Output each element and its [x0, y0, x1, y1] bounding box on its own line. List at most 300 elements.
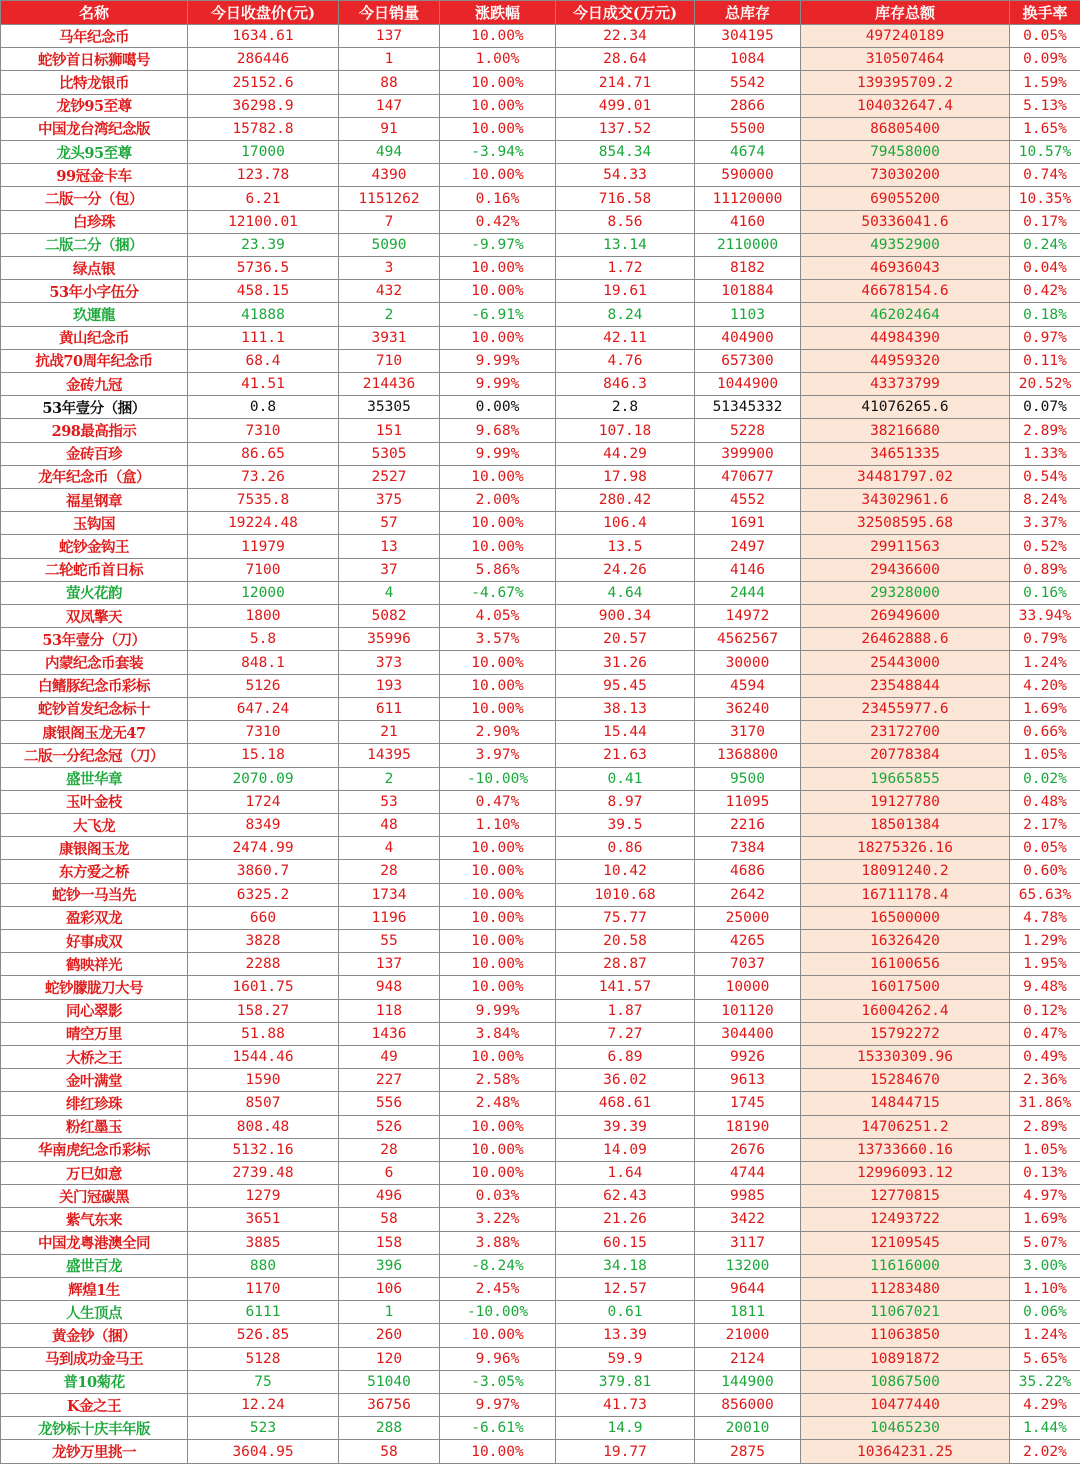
row-change: 9.99%	[440, 442, 556, 465]
row-turnover-rate: 0.05%	[1010, 837, 1080, 860]
row-stock-value: 46936043	[801, 257, 1010, 280]
row-turnover-rate: 3.00%	[1010, 1254, 1080, 1277]
row-total-stock: 1691	[695, 512, 801, 535]
row-stock-value: 16500000	[801, 906, 1010, 929]
table-row	[1, 837, 1080, 860]
row-volume: 137	[339, 953, 440, 976]
row-stock-value: 19127780	[801, 790, 1010, 813]
row-turnover-amount: 34.18	[556, 1254, 695, 1277]
row-close-price: 7535.8	[188, 489, 339, 512]
row-name: 辉煌1生	[1, 1277, 188, 1300]
row-close-price: 3604.95	[188, 1440, 339, 1464]
row-stock-value: 12996093.12	[801, 1161, 1010, 1184]
header-name: 名称	[1, 1, 188, 25]
row-volume: 28	[339, 860, 440, 883]
row-change: 9.99%	[440, 373, 556, 396]
row-total-stock: 7037	[695, 953, 801, 976]
row-turnover-amount: 12.57	[556, 1277, 695, 1300]
row-total-stock: 5228	[695, 419, 801, 442]
header-turnover-amount: 今日成交(万元)	[556, 1, 695, 25]
row-stock-value: 43373799	[801, 373, 1010, 396]
row-name: 晴空万里	[1, 1022, 188, 1045]
row-turnover-rate: 1.59%	[1010, 71, 1080, 94]
row-turnover-amount: 15.44	[556, 721, 695, 744]
header-total-stock: 总库存	[695, 1, 801, 25]
row-stock-value: 32508595.68	[801, 512, 1010, 535]
row-change: 3.97%	[440, 744, 556, 767]
row-total-stock: 2444	[695, 581, 801, 604]
row-name: 龙钞万里挑一	[1, 1440, 188, 1464]
row-close-price: 5128	[188, 1347, 339, 1370]
table-row	[1, 790, 1080, 813]
row-stock-value: 11616000	[801, 1254, 1010, 1277]
row-close-price: 12.24	[188, 1393, 339, 1416]
row-name: 龙头95至尊	[1, 141, 188, 164]
row-turnover-amount: 21.26	[556, 1208, 695, 1231]
row-turnover-amount: 41.73	[556, 1393, 695, 1416]
row-turnover-amount: 0.86	[556, 837, 695, 860]
table-row	[1, 1208, 1080, 1231]
table-row	[1, 187, 1080, 210]
row-turnover-amount: 20.57	[556, 628, 695, 651]
row-close-price: 2739.48	[188, 1161, 339, 1184]
row-turnover-rate: 1.24%	[1010, 651, 1080, 674]
row-turnover-rate: 4.78%	[1010, 906, 1080, 929]
row-turnover-amount: 8.56	[556, 210, 695, 233]
row-turnover-rate: 2.89%	[1010, 419, 1080, 442]
row-turnover-amount: 900.34	[556, 605, 695, 628]
table-row	[1, 674, 1080, 697]
row-close-price: 523	[188, 1417, 339, 1440]
table-row	[1, 419, 1080, 442]
row-volume: 227	[339, 1069, 440, 1092]
row-close-price: 158.27	[188, 999, 339, 1022]
row-close-price: 1590	[188, 1069, 339, 1092]
row-turnover-rate: 3.37%	[1010, 512, 1080, 535]
row-volume: 13	[339, 535, 440, 558]
row-turnover-amount: 854.34	[556, 141, 695, 164]
row-change: 10.00%	[440, 257, 556, 280]
row-close-price: 8349	[188, 813, 339, 836]
row-turnover-amount: 2.8	[556, 396, 695, 419]
row-name: 白珍珠	[1, 210, 188, 233]
row-volume: 288	[339, 1417, 440, 1440]
row-stock-value: 18275326.16	[801, 837, 1010, 860]
header-close-price: 今日收盘价(元)	[188, 1, 339, 25]
row-turnover-amount: 0.41	[556, 767, 695, 790]
row-close-price: 68.4	[188, 349, 339, 372]
row-change: 9.99%	[440, 349, 556, 372]
table-row	[1, 25, 1080, 48]
row-turnover-amount: 42.11	[556, 326, 695, 349]
row-turnover-rate: 0.49%	[1010, 1045, 1080, 1068]
row-volume: 49	[339, 1045, 440, 1068]
row-turnover-amount: 14.09	[556, 1138, 695, 1161]
row-total-stock: 4562567	[695, 628, 801, 651]
table-row	[1, 71, 1080, 94]
row-volume: 5082	[339, 605, 440, 628]
row-total-stock: 1084	[695, 48, 801, 71]
row-volume: 7	[339, 210, 440, 233]
row-turnover-amount: 7.27	[556, 1022, 695, 1045]
table-row	[1, 976, 1080, 999]
row-total-stock: 101884	[695, 280, 801, 303]
row-turnover-rate: 1.33%	[1010, 442, 1080, 465]
row-total-stock: 4744	[695, 1161, 801, 1184]
row-turnover-amount: 38.13	[556, 697, 695, 720]
row-stock-value: 139395709.2	[801, 71, 1010, 94]
row-change: -9.97%	[440, 233, 556, 256]
row-close-price: 1601.75	[188, 976, 339, 999]
row-turnover-rate: 31.86%	[1010, 1092, 1080, 1115]
row-turnover-amount: 1.64	[556, 1161, 695, 1184]
row-change: -6.61%	[440, 1417, 556, 1440]
row-turnover-rate: 0.52%	[1010, 535, 1080, 558]
row-turnover-amount: 13.5	[556, 535, 695, 558]
row-close-price: 848.1	[188, 651, 339, 674]
row-turnover-amount: 24.26	[556, 558, 695, 581]
row-change: 10.00%	[440, 1138, 556, 1161]
row-turnover-amount: 846.3	[556, 373, 695, 396]
row-turnover-amount: 44.29	[556, 442, 695, 465]
row-turnover-rate: 10.57%	[1010, 141, 1080, 164]
row-turnover-rate: 0.66%	[1010, 721, 1080, 744]
row-change: 2.45%	[440, 1277, 556, 1300]
table-row	[1, 210, 1080, 233]
row-change: 10.00%	[440, 280, 556, 303]
row-total-stock: 21000	[695, 1324, 801, 1347]
row-turnover-amount: 1010.68	[556, 883, 695, 906]
row-change: 2.48%	[440, 1092, 556, 1115]
row-turnover-amount: 8.24	[556, 303, 695, 326]
table-row	[1, 929, 1080, 952]
row-volume: 106	[339, 1277, 440, 1300]
row-close-price: 526.85	[188, 1324, 339, 1347]
table-row	[1, 1185, 1080, 1208]
row-total-stock: 144900	[695, 1370, 801, 1393]
row-stock-value: 26949600	[801, 605, 1010, 628]
table-row	[1, 396, 1080, 419]
row-stock-value: 497240189	[801, 25, 1010, 48]
row-total-stock: 5542	[695, 71, 801, 94]
row-turnover-amount: 137.52	[556, 117, 695, 140]
row-volume: 57	[339, 512, 440, 535]
row-total-stock: 4552	[695, 489, 801, 512]
row-change: 10.00%	[440, 1324, 556, 1347]
table-row	[1, 999, 1080, 1022]
row-stock-value: 29436600	[801, 558, 1010, 581]
row-change: 9.99%	[440, 999, 556, 1022]
row-total-stock: 2124	[695, 1347, 801, 1370]
row-stock-value: 23455977.6	[801, 697, 1010, 720]
row-turnover-amount: 280.42	[556, 489, 695, 512]
row-volume: 35996	[339, 628, 440, 651]
row-turnover-rate: 8.24%	[1010, 489, 1080, 512]
row-change: -3.05%	[440, 1370, 556, 1393]
row-volume: 91	[339, 117, 440, 140]
row-total-stock: 13200	[695, 1254, 801, 1277]
row-turnover-amount: 13.39	[556, 1324, 695, 1347]
row-volume: 526	[339, 1115, 440, 1138]
row-close-price: 3828	[188, 929, 339, 952]
row-name: 龙钞95至尊	[1, 94, 188, 117]
row-total-stock: 404900	[695, 326, 801, 349]
row-turnover-rate: 0.60%	[1010, 860, 1080, 883]
row-close-price: 2070.09	[188, 767, 339, 790]
row-change: 10.00%	[440, 860, 556, 883]
row-total-stock: 9644	[695, 1277, 801, 1300]
row-volume: 193	[339, 674, 440, 697]
table-row	[1, 813, 1080, 836]
row-change: 5.86%	[440, 558, 556, 581]
row-stock-value: 34302961.6	[801, 489, 1010, 512]
row-name: 53年小字伍分	[1, 280, 188, 303]
row-stock-value: 19665855	[801, 767, 1010, 790]
row-turnover-rate: 2.89%	[1010, 1115, 1080, 1138]
row-volume: 51040	[339, 1370, 440, 1393]
row-total-stock: 36240	[695, 697, 801, 720]
row-volume: 2527	[339, 465, 440, 488]
row-change: 10.00%	[440, 929, 556, 952]
row-total-stock: 856000	[695, 1393, 801, 1416]
table-row	[1, 465, 1080, 488]
row-turnover-amount: 13.14	[556, 233, 695, 256]
row-turnover-amount: 17.98	[556, 465, 695, 488]
row-volume: 4	[339, 581, 440, 604]
row-volume: 37	[339, 558, 440, 581]
row-name: 双凤擎天	[1, 605, 188, 628]
row-turnover-rate: 1.05%	[1010, 744, 1080, 767]
row-name: 康银阁玉龙无47	[1, 721, 188, 744]
row-volume: 151	[339, 419, 440, 442]
row-name: 金叶满堂	[1, 1069, 188, 1092]
row-close-price: 2288	[188, 953, 339, 976]
row-turnover-rate: 0.18%	[1010, 303, 1080, 326]
row-close-price: 12000	[188, 581, 339, 604]
row-turnover-rate: 1.10%	[1010, 1277, 1080, 1300]
row-close-price: 111.1	[188, 326, 339, 349]
row-stock-value: 50336041.6	[801, 210, 1010, 233]
row-turnover-rate: 0.97%	[1010, 326, 1080, 349]
row-turnover-rate: 1.24%	[1010, 1324, 1080, 1347]
row-change: 10.00%	[440, 465, 556, 488]
row-name: 玉叶金枝	[1, 790, 188, 813]
table-row	[1, 117, 1080, 140]
table-row	[1, 373, 1080, 396]
row-volume: 611	[339, 697, 440, 720]
row-change: 1.00%	[440, 48, 556, 71]
row-volume: 1	[339, 1301, 440, 1324]
row-stock-value: 10364231.25	[801, 1440, 1010, 1464]
row-name: 绿点银	[1, 257, 188, 280]
header-change: 涨跌幅	[440, 1, 556, 25]
table-row	[1, 1417, 1080, 1440]
row-volume: 36756	[339, 1393, 440, 1416]
table-row	[1, 721, 1080, 744]
row-total-stock: 7384	[695, 837, 801, 860]
table-row	[1, 651, 1080, 674]
row-turnover-amount: 36.02	[556, 1069, 695, 1092]
row-total-stock: 9500	[695, 767, 801, 790]
row-total-stock: 304400	[695, 1022, 801, 1045]
row-volume: 5305	[339, 442, 440, 465]
row-volume: 1151262	[339, 187, 440, 210]
row-stock-value: 16711178.4	[801, 883, 1010, 906]
row-stock-value: 10891872	[801, 1347, 1010, 1370]
row-stock-value: 86805400	[801, 117, 1010, 140]
row-turnover-rate: 65.63%	[1010, 883, 1080, 906]
row-stock-value: 79458000	[801, 141, 1010, 164]
row-name: 萤火花韵	[1, 581, 188, 604]
row-total-stock: 5500	[695, 117, 801, 140]
row-turnover-amount: 54.33	[556, 164, 695, 187]
row-total-stock: 11095	[695, 790, 801, 813]
row-change: 0.42%	[440, 210, 556, 233]
row-volume: 120	[339, 1347, 440, 1370]
row-total-stock: 2216	[695, 813, 801, 836]
row-close-price: 1170	[188, 1277, 339, 1300]
row-volume: 14395	[339, 744, 440, 767]
table-row	[1, 883, 1080, 906]
row-close-price: 73.26	[188, 465, 339, 488]
row-change: -10.00%	[440, 1301, 556, 1324]
row-turnover-amount: 62.43	[556, 1185, 695, 1208]
header-volume: 今日销量	[339, 1, 440, 25]
row-total-stock: 1811	[695, 1301, 801, 1324]
table-row	[1, 1254, 1080, 1277]
row-total-stock: 399900	[695, 442, 801, 465]
table-row	[1, 1370, 1080, 1393]
row-total-stock: 2676	[695, 1138, 801, 1161]
row-name: 绯红珍珠	[1, 1092, 188, 1115]
row-stock-value: 15330309.96	[801, 1045, 1010, 1068]
row-close-price: 36298.9	[188, 94, 339, 117]
table-row	[1, 860, 1080, 883]
row-total-stock: 101120	[695, 999, 801, 1022]
row-stock-value: 10477440	[801, 1393, 1010, 1416]
row-total-stock: 4594	[695, 674, 801, 697]
row-turnover-rate: 0.06%	[1010, 1301, 1080, 1324]
row-turnover-amount: 716.58	[556, 187, 695, 210]
row-close-price: 1724	[188, 790, 339, 813]
row-total-stock: 2866	[695, 94, 801, 117]
row-turnover-rate: 9.48%	[1010, 976, 1080, 999]
row-turnover-amount: 28.64	[556, 48, 695, 71]
row-turnover-rate: 1.05%	[1010, 1138, 1080, 1161]
row-stock-value: 38216680	[801, 419, 1010, 442]
row-turnover-rate: 0.54%	[1010, 465, 1080, 488]
row-turnover-rate: 5.07%	[1010, 1231, 1080, 1254]
row-turnover-rate: 0.09%	[1010, 48, 1080, 71]
row-total-stock: 9613	[695, 1069, 801, 1092]
row-total-stock: 4146	[695, 558, 801, 581]
table-row	[1, 1301, 1080, 1324]
table-row	[1, 1324, 1080, 1347]
row-stock-value: 15792272	[801, 1022, 1010, 1045]
row-name: 鹤映祥光	[1, 953, 188, 976]
row-total-stock: 1745	[695, 1092, 801, 1115]
row-name: 298最高指示	[1, 419, 188, 442]
row-volume: 396	[339, 1254, 440, 1277]
row-change: 9.97%	[440, 1393, 556, 1416]
row-change: -4.67%	[440, 581, 556, 604]
row-volume: 2	[339, 303, 440, 326]
row-close-price: 458.15	[188, 280, 339, 303]
row-volume: 88	[339, 71, 440, 94]
row-turnover-amount: 31.26	[556, 651, 695, 674]
row-turnover-rate: 0.74%	[1010, 164, 1080, 187]
row-change: 0.00%	[440, 396, 556, 419]
row-turnover-rate: 2.36%	[1010, 1069, 1080, 1092]
row-stock-value: 46202464	[801, 303, 1010, 326]
row-change: 9.68%	[440, 419, 556, 442]
row-name: 粉红墨玉	[1, 1115, 188, 1138]
row-name: 大飞龙	[1, 813, 188, 836]
row-stock-value: 14706251.2	[801, 1115, 1010, 1138]
row-total-stock: 4265	[695, 929, 801, 952]
header-stock-value: 库存总额	[801, 1, 1010, 25]
row-total-stock: 590000	[695, 164, 801, 187]
row-change: 10.00%	[440, 883, 556, 906]
row-name: 紫气东来	[1, 1208, 188, 1231]
table-row	[1, 280, 1080, 303]
table-row	[1, 303, 1080, 326]
row-close-price: 11979	[188, 535, 339, 558]
row-close-price: 880	[188, 1254, 339, 1277]
row-turnover-rate: 0.48%	[1010, 790, 1080, 813]
row-stock-value: 25443000	[801, 651, 1010, 674]
row-turnover-rate: 1.44%	[1010, 1417, 1080, 1440]
row-stock-value: 10465230	[801, 1417, 1010, 1440]
row-turnover-rate: 2.02%	[1010, 1440, 1080, 1464]
row-turnover-rate: 0.17%	[1010, 210, 1080, 233]
row-name: 大桥之王	[1, 1045, 188, 1068]
row-stock-value: 26462888.6	[801, 628, 1010, 651]
table-row	[1, 326, 1080, 349]
row-volume: 948	[339, 976, 440, 999]
table-row	[1, 48, 1080, 71]
row-turnover-rate: 0.12%	[1010, 999, 1080, 1022]
row-change: 3.57%	[440, 628, 556, 651]
row-turnover-amount: 106.4	[556, 512, 695, 535]
row-total-stock: 470677	[695, 465, 801, 488]
row-name: 黄金钞（捆）	[1, 1324, 188, 1347]
row-stock-value: 49352900	[801, 233, 1010, 256]
table-row	[1, 581, 1080, 604]
row-turnover-rate: 1.65%	[1010, 117, 1080, 140]
row-close-price: 19224.48	[188, 512, 339, 535]
row-turnover-rate: 0.24%	[1010, 233, 1080, 256]
row-stock-value: 34651335	[801, 442, 1010, 465]
row-volume: 5090	[339, 233, 440, 256]
row-volume: 21	[339, 721, 440, 744]
row-turnover-rate: 4.97%	[1010, 1185, 1080, 1208]
table-row	[1, 1393, 1080, 1416]
row-stock-value: 12493722	[801, 1208, 1010, 1231]
row-stock-value: 29911563	[801, 535, 1010, 558]
row-name: 人生顶点	[1, 1301, 188, 1324]
row-turnover-rate: 0.47%	[1010, 1022, 1080, 1045]
row-turnover-rate: 2.17%	[1010, 813, 1080, 836]
row-close-price: 2474.99	[188, 837, 339, 860]
row-turnover-amount: 0.61	[556, 1301, 695, 1324]
row-turnover-rate: 1.95%	[1010, 953, 1080, 976]
row-close-price: 647.24	[188, 697, 339, 720]
row-turnover-amount: 39.39	[556, 1115, 695, 1138]
row-stock-value: 73030200	[801, 164, 1010, 187]
row-name: 万巳如意	[1, 1161, 188, 1184]
row-total-stock: 11120000	[695, 187, 801, 210]
